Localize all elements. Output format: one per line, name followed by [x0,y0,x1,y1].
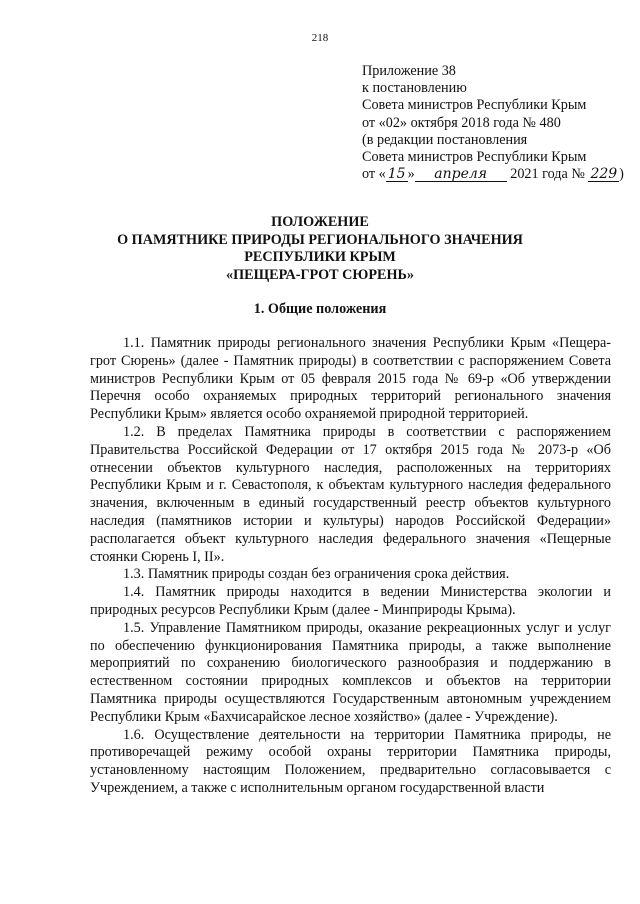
date-prefix: от « [362,166,386,183]
appendix-line: к постановлению [362,80,467,97]
appendix-line: (в редакции постановления [362,131,528,148]
appendix-amendment-date-line [362,166,622,183]
paragraph: 1.1. Памятник природы регионального значения Республики Крым «Пещера-грот Сюрень» (далее - Памятник природы) в соответствии с распоряжением Совета министров Республики Крым от 05 февраля 2015 года № 69-р «Об утверждении Перечня особо охраняемых природных территорий регионального значения Республики Крым» является особо охраняемой природной территорией. [90,335,611,423]
document-body [90,335,611,798]
handwritten-day: 15 [387,166,406,183]
handwritten-month: апреля [415,167,507,182]
paragraph: 1.4. Памятник природы находится в ведении Министерства экологии и природных ресурсов Республики Крым (далее - Минприроды Крыма). [90,584,611,618]
document-title [0,214,640,284]
appendix-line: Совета министров Республики Крым [362,97,587,114]
title-line: «ПЕЩЕРА-ГРОТ СЮРЕНЬ» [226,266,414,283]
appendix-block [362,63,622,183]
date-mid: » [407,166,415,183]
handwritten-number: 229 [590,166,618,183]
title-line: О ПАМЯТНИКЕ ПРИРОДЫ РЕГИОНАЛЬНОГО ЗНАЧЕНИЯ [117,231,523,248]
title-line: РЕСПУБЛИКИ КРЫМ [244,249,396,265]
paragraph: 1.6. Осуществление деятельности на территории Памятника природы, не противоречащей режиму особой охраны территории Памятника природы, установленному настоящим Положением, предварительно согласовывается с Учреждением, а также с исполнительным органом государственной власти [90,726,611,796]
appendix-line: от «02» октября 2018 года № 480 [362,114,561,131]
appendix-line: Совета министров Республики Крым [362,149,587,166]
paragraph: 1.3. Памятник природы создан без ограничения срока действия. [123,566,510,583]
paragraph: 1.2. В пределах Памятника природы в соответствии с распоряжением Правительства Российской Федерации от 17 октября 2015 года № 2073-р «Об отнесении объектов культурного наследия, расположенных на территориях Республики Крым и г. Севастополя, к объектам культурного наследия федерального значения, включенным в единый государственный реестр объектов культурного наследия (памятников истории и культуры) народов Российской Федерации» располагается объект культурного наследия федерального значения «Пещерные стоянки Сюрень I, II». [90,423,611,565]
title-line: ПОЛОЖЕНИЕ [271,214,369,230]
date-suffix: ) [619,166,624,183]
section-heading: 1. Общие положения [253,301,387,317]
date-year: 2021 года № [510,166,585,183]
appendix-line: Приложение 38 [362,63,456,79]
page-number: 218 [311,32,329,44]
paragraph: 1.5. Управление Памятником природы, оказание рекреационных услуг и услуг по обеспечению функционирования Памятника природы, а также выполнение мероприятий по сохранению биологического разнообразия и поддержанию в естественном состоянии природных комплексов и объектов на территории Памятника природы осуществляются Государственным автономным учреждением Республики Крым «Бахчисарайское лесное хозяйство» (далее - Учреждение). [90,619,611,725]
